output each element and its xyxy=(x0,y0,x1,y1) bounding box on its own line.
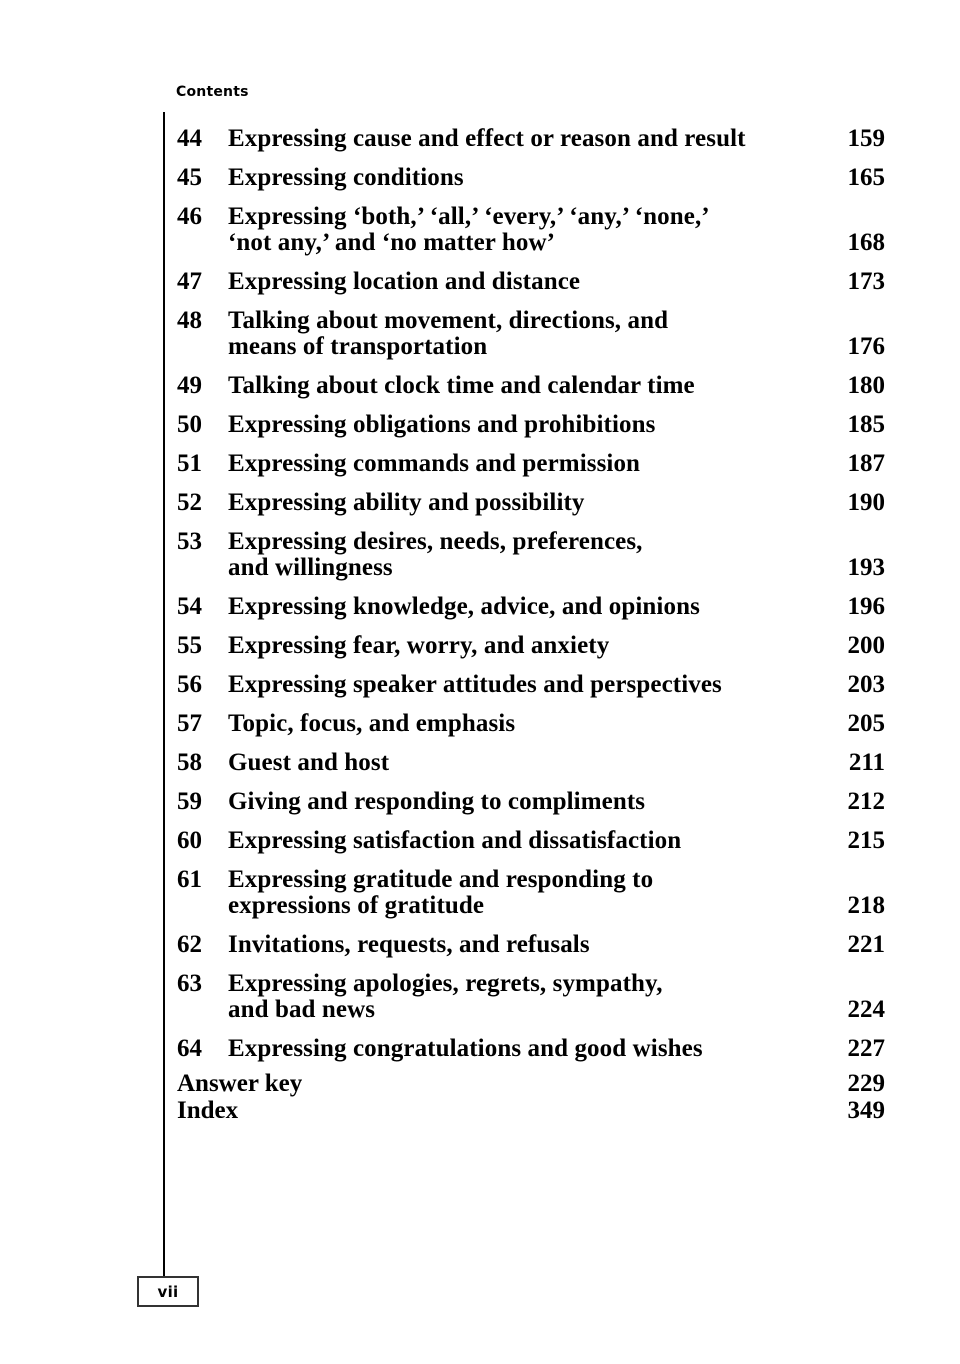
toc-entry[interactable] xyxy=(177,269,885,295)
toc-entry-number: 56 xyxy=(177,671,202,698)
toc-entry[interactable] xyxy=(177,126,885,152)
toc-entry-page-number: 224 xyxy=(847,996,885,1023)
toc-entry-page-number: 221 xyxy=(847,931,885,958)
toc-entry-line xyxy=(177,165,885,191)
back-matter-label: Index xyxy=(177,1097,239,1124)
toc-entry-title: Invitations, requests, and refusals xyxy=(228,931,590,958)
toc-entry[interactable] xyxy=(177,490,885,516)
toc-entry-title: Expressing conditions xyxy=(228,164,464,191)
toc-entry-number: 63 xyxy=(177,970,202,997)
back-matter-row[interactable] xyxy=(177,1097,885,1124)
toc-entry-number: 44 xyxy=(177,125,202,152)
toc-entry-number: 53 xyxy=(177,528,202,555)
toc-entry-number: 45 xyxy=(177,164,202,191)
margin-rule xyxy=(163,112,165,1277)
back-matter-row[interactable] xyxy=(177,1070,885,1097)
toc-entry-page-number: 215 xyxy=(847,827,885,854)
toc-entry-line xyxy=(177,204,885,230)
toc-entry-line xyxy=(177,490,885,516)
toc-entry-title: expressions of gratitude xyxy=(228,892,485,919)
toc-entry-number: 51 xyxy=(177,450,202,477)
toc-entry-line xyxy=(177,932,885,958)
toc-entry-number: 50 xyxy=(177,411,202,438)
toc-entry-line xyxy=(177,334,885,360)
toc-entry-title: Expressing commands and permission xyxy=(228,450,641,477)
toc-entry[interactable] xyxy=(177,750,885,776)
toc-entry-title: and willingness xyxy=(228,554,393,581)
toc-entry[interactable] xyxy=(177,308,885,360)
toc-entry[interactable] xyxy=(177,529,885,581)
toc-entry-title: Expressing location and distance xyxy=(228,268,581,295)
folio-box xyxy=(137,1276,199,1307)
toc-entry-number: 47 xyxy=(177,268,202,295)
running-head: Contents xyxy=(176,84,249,100)
toc-entry-number: 48 xyxy=(177,307,202,334)
toc-entry-title: Expressing obligations and prohibitions xyxy=(228,411,656,438)
toc-entry-line xyxy=(177,412,885,438)
toc-entry-title: ‘not any,’ and ‘no matter how’ xyxy=(228,229,556,256)
toc-entry-line xyxy=(177,373,885,399)
toc-entry-line xyxy=(177,126,885,152)
toc-entry-line xyxy=(177,1036,885,1062)
toc-entry-title: Expressing congratulations and good wishes xyxy=(228,1035,703,1062)
toc-entry-title: Expressing desires, needs, preferences, xyxy=(228,528,643,555)
toc-entry-number: 59 xyxy=(177,788,202,815)
toc-entry-line xyxy=(177,828,885,854)
toc-entry[interactable] xyxy=(177,412,885,438)
toc-entry-line xyxy=(177,594,885,620)
toc-entry-line xyxy=(177,867,885,893)
toc-entry-page-number: 227 xyxy=(847,1035,885,1062)
toc-entry-line xyxy=(177,893,885,919)
toc-entry-number: 54 xyxy=(177,593,202,620)
back-matter-page-number: 349 xyxy=(847,1097,885,1124)
toc-entry[interactable] xyxy=(177,1036,885,1062)
toc-entry-number: 49 xyxy=(177,372,202,399)
toc-entry-number: 52 xyxy=(177,489,202,516)
toc-entry-title: means of transportation xyxy=(228,333,488,360)
toc-entry-line xyxy=(177,308,885,334)
toc-entry[interactable] xyxy=(177,373,885,399)
toc-entry-line xyxy=(177,971,885,997)
toc-entry-title: Topic, focus, and emphasis xyxy=(228,710,516,737)
toc-entry-title: Expressing satisfaction and dissatisfaction xyxy=(228,827,682,854)
toc-entry-title: Expressing ability and possibility xyxy=(228,489,585,516)
toc-entry-number: 64 xyxy=(177,1035,202,1062)
toc-entry[interactable] xyxy=(177,789,885,815)
toc-entry-line xyxy=(177,555,885,581)
folio-page-number: vii xyxy=(157,1282,179,1301)
toc-entry-line xyxy=(177,230,885,256)
toc-entry-line xyxy=(177,789,885,815)
toc-entry-line xyxy=(177,750,885,776)
toc-entry-title: Expressing speaker attitudes and perspectives xyxy=(228,671,722,698)
toc-entry-page-number: 176 xyxy=(847,333,885,360)
back-matter-label: Answer key xyxy=(177,1070,303,1097)
toc-entry-line xyxy=(177,672,885,698)
toc-entry-number: 46 xyxy=(177,203,202,230)
toc-entry-line xyxy=(177,997,885,1023)
toc-entry[interactable] xyxy=(177,165,885,191)
toc-entry-number: 60 xyxy=(177,827,202,854)
toc-entry-page-number: 173 xyxy=(847,268,885,295)
toc-entry-title: Guest and host xyxy=(228,749,390,776)
toc-entry-title: Expressing apologies, regrets, sympathy, xyxy=(228,970,663,997)
toc-entry-page-number: 190 xyxy=(847,489,885,516)
toc-entry-title: Expressing knowledge, advice, and opinions xyxy=(228,593,700,620)
toc-entry-page-number: 185 xyxy=(847,411,885,438)
toc-entry-title: Giving and responding to compliments xyxy=(228,788,646,815)
back-matter-page-number: 229 xyxy=(847,1070,885,1097)
toc-entry[interactable] xyxy=(177,932,885,958)
toc-entry-page-number: 211 xyxy=(848,749,885,776)
toc-entry-number: 57 xyxy=(177,710,202,737)
table-of-contents-list xyxy=(177,126,885,1075)
toc-entry-page-number: 200 xyxy=(847,632,885,659)
toc-entry[interactable] xyxy=(177,451,885,477)
toc-entry-number: 61 xyxy=(177,866,202,893)
toc-entry-line xyxy=(177,529,885,555)
toc-entry-page-number: 180 xyxy=(847,372,885,399)
toc-entry-line xyxy=(177,269,885,295)
toc-entry[interactable] xyxy=(177,971,885,1023)
toc-entry[interactable] xyxy=(177,204,885,256)
toc-entry-number: 58 xyxy=(177,749,202,776)
toc-entry-page-number: 159 xyxy=(847,125,885,152)
toc-entry[interactable] xyxy=(177,672,885,698)
toc-entry-page-number: 218 xyxy=(847,892,885,919)
toc-entry-title: Expressing cause and effect or reason and result xyxy=(228,125,746,152)
toc-entry[interactable] xyxy=(177,711,885,737)
toc-entry-page-number: 187 xyxy=(847,450,885,477)
toc-entry-page-number: 212 xyxy=(847,788,885,815)
toc-entry-page-number: 196 xyxy=(847,593,885,620)
toc-entry-title: Expressing gratitude and responding to xyxy=(228,866,654,893)
toc-entry-title: and bad news xyxy=(228,996,376,1023)
toc-entry-title: Expressing fear, worry, and anxiety xyxy=(228,632,610,659)
toc-entry-page-number: 193 xyxy=(847,554,885,581)
toc-entry-line xyxy=(177,633,885,659)
toc-entry-number: 62 xyxy=(177,931,202,958)
toc-entry-page-number: 205 xyxy=(847,710,885,737)
toc-entry[interactable] xyxy=(177,633,885,659)
toc-entry-title: Talking about clock time and calendar time xyxy=(228,372,695,399)
toc-entry-number: 55 xyxy=(177,632,202,659)
toc-entry-title: Expressing ‘both,’ ‘all,’ ‘every,’ ‘any,’ ‘none,’ xyxy=(228,203,710,230)
toc-entry-line xyxy=(177,451,885,477)
toc-entry-page-number: 203 xyxy=(847,671,885,698)
toc-entry-title: Talking about movement, directions, and xyxy=(228,307,669,334)
toc-entry[interactable] xyxy=(177,828,885,854)
toc-entry[interactable] xyxy=(177,594,885,620)
toc-entry[interactable] xyxy=(177,867,885,919)
toc-entry-line xyxy=(177,711,885,737)
back-matter-list xyxy=(177,1070,885,1124)
toc-entry-page-number: 165 xyxy=(847,164,885,191)
toc-entry-page-number: 168 xyxy=(847,229,885,256)
